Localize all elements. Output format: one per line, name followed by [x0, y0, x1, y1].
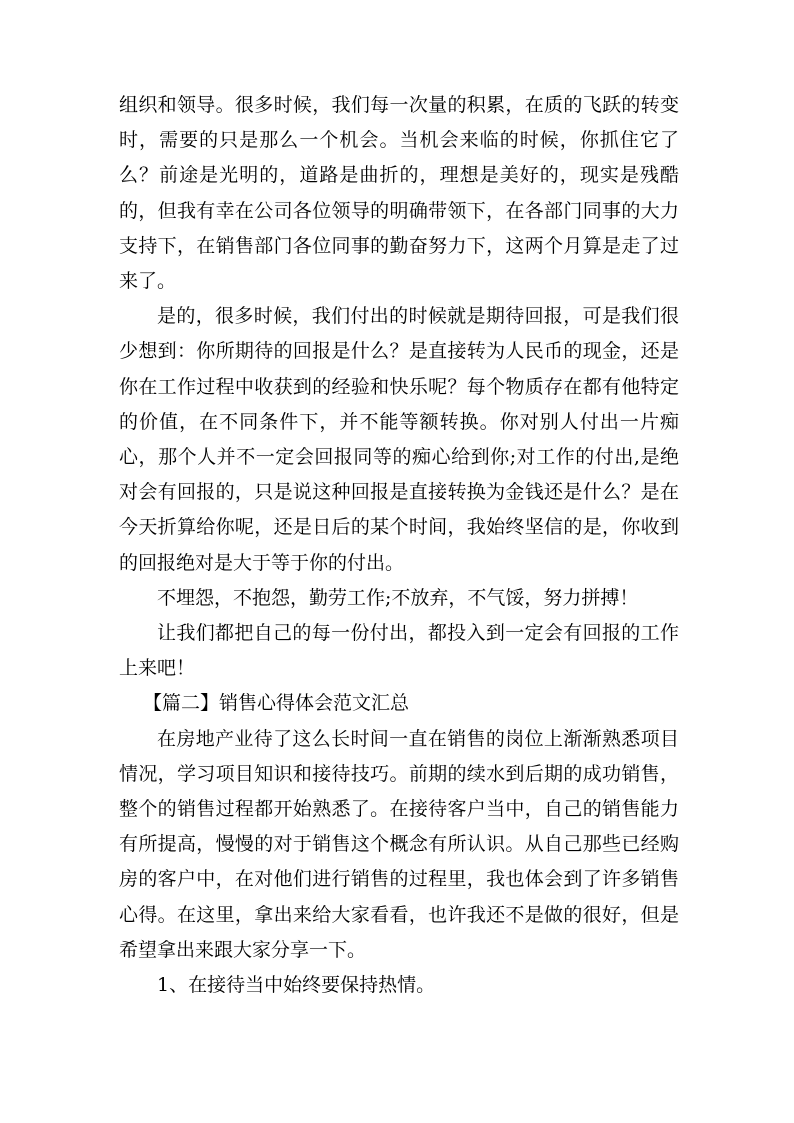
- paragraph-expecting-returns: 是的，很多时候，我们付出的时候就是期待回报，可是我们很少想到：你所期待的回报是什么？是直接转为人民币的现金，还是你在工作过程中收获到的经验和快乐呢？每个物质存在都有他特定的价值，在不同条件下，并不能等额转换。你对别人付出一片痴心，那个人并不一定会回报同等的痴心给到你;对工作的付出,是绝对会有回报的，只是说这种回报是直接转换为金钱还是什么？是在今天折算给你呢，还是日后的某个时间，我始终坚信的是，你收到的回报绝对是大于等于你的付出。: [119, 305, 679, 574]
- document-body: [119, 88, 679, 1003]
- paragraph-no-complaints: 不埋怨，不抱怨，勤劳工作;不放弃，不气馁，努力拼搏！: [157, 586, 639, 609]
- paragraph-call-to-action: 让我们都把自己的每一份付出，都投入到一定会有回报的工作上来吧！: [119, 622, 679, 680]
- paragraph-organization-leadership: 组织和领导。很多时候，我们每一次量的积累，在质的飞跃的转变时，需要的只是那么一个机会。当机会来临的时候，你抓住它了么？前途是光明的，道路是曲折的，理想是美好的，现实是残酷的，但我有幸在公司各位领导的明确带领下，在各部门同事的大力支持下，在销售部门各位同事的勤奋努力下，这两个月算是走了过来了。: [119, 94, 679, 293]
- paragraph-real-estate-sales: 在房地产业待了这么长时间一直在销售的岗位上渐渐熟悉项目情况，学习项目知识和接待技巧。前期的续水到后期的成功销售，整个的销售过程都开始熟悉了。在接待客户当中，自己的销售能力有所提高，慢慢的对于销售这个概念有所认识。从自己那些已经购房的客户中，在对他们进行销售的过程里，我也体会到了许多销售心得。在这里，拿出来给大家看看，也许我还不是做的很好，但是希望拿出来跟大家分享一下。: [119, 727, 679, 961]
- section-heading: 【篇二】销售心得体会范文汇总: [143, 692, 410, 715]
- list-item-1: 1、在接待当中始终要保持热情。: [157, 974, 436, 997]
